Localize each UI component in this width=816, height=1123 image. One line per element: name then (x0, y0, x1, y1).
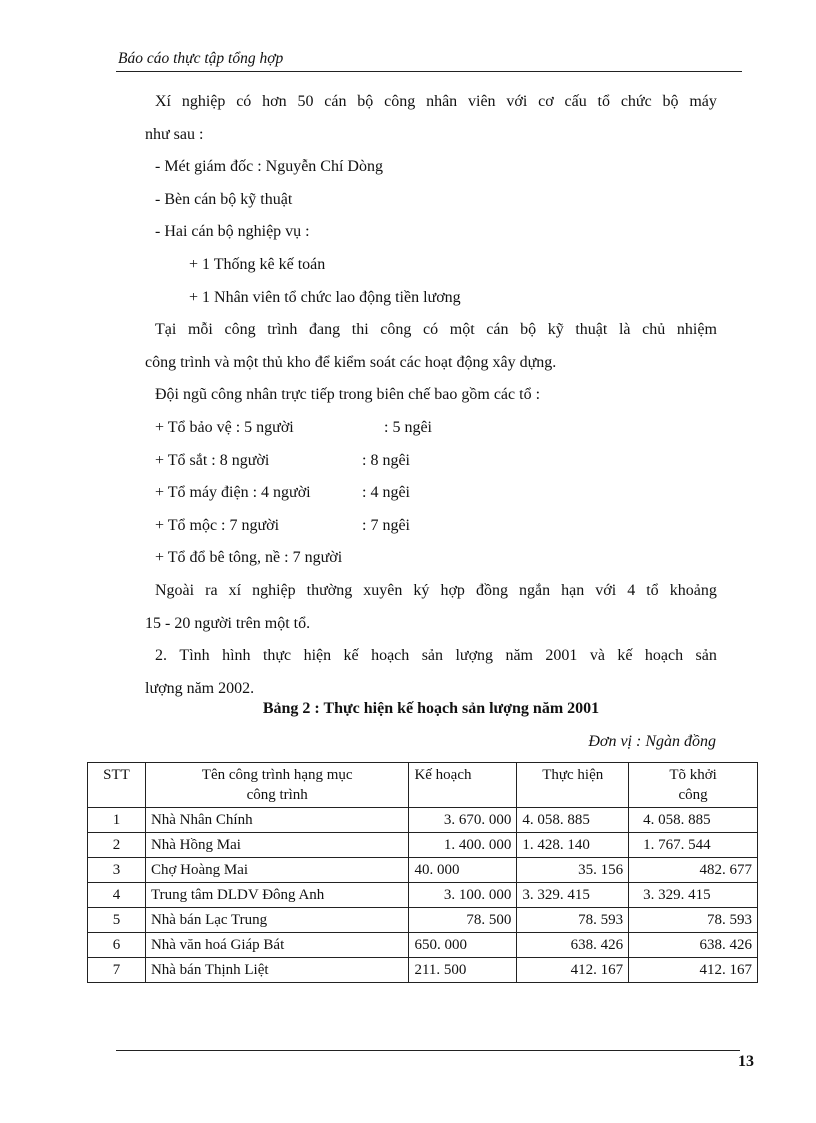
word: kỹ (547, 321, 564, 339)
word: hiện (303, 647, 332, 665)
word: công (384, 93, 416, 110)
cell-name: Trung tâm DLDV Đông Anh (145, 883, 409, 908)
team-count: : 8 ngêi (362, 451, 410, 469)
sub-item-accounting: + 1 Thống kê kế toán (189, 255, 326, 273)
col-header-plan: Kế hoạch (409, 763, 517, 808)
word: tổ (646, 581, 659, 599)
cell-start: 638. 426 (629, 933, 758, 958)
table-caption: Bảng 2 : Thực hiện kế hoạch sản lượng năm 2001 (262, 700, 600, 717)
table-row (88, 833, 758, 858)
para2-line1 (145, 314, 717, 347)
word: chủ (642, 321, 666, 339)
col-header-stt: STT (88, 763, 146, 808)
cell-stt: 6 (88, 933, 146, 958)
para3: Đội ngũ công nhân trực tiếp trong biên chế bao gồm các tổ : (155, 386, 541, 404)
col-header-name (145, 763, 409, 808)
cell-name: Nhà bán Thịnh Liệt (145, 958, 409, 983)
cell-start: 412. 167 (629, 958, 758, 983)
cell-plan: 211. 500 (409, 958, 517, 983)
header-rule (116, 71, 742, 72)
word: hơn (262, 93, 287, 110)
cell-stt: 5 (88, 908, 146, 933)
word: nghiệp (252, 581, 296, 599)
word: Tại (155, 321, 177, 339)
table-row (88, 808, 758, 833)
word: cán (324, 93, 347, 110)
word: hạn (561, 581, 585, 599)
word: cán (486, 321, 509, 339)
col-header-start-line2: công (678, 787, 708, 803)
word: thực (262, 647, 292, 665)
word: là (618, 321, 631, 339)
word: có (236, 93, 252, 110)
word: với (506, 93, 528, 110)
word: máy (689, 93, 717, 110)
table-row (88, 858, 758, 883)
cell-actual: 78. 593 (517, 908, 629, 933)
word: tổ (597, 93, 610, 110)
table-row (88, 908, 758, 933)
word: năm (505, 647, 533, 665)
cell-start: 4. 058. 885 (629, 808, 758, 833)
cell-start: 1. 767. 544 (629, 833, 758, 858)
word: nhân (426, 93, 458, 110)
team-name: + Tổ mộc : 7 người (155, 516, 280, 534)
word: công (380, 321, 412, 339)
cell-plan: 650. 000 (409, 933, 517, 958)
staff-item: - Hai cán bộ nghiệp vụ : (155, 223, 310, 241)
word: kế (343, 647, 359, 665)
team-row (145, 477, 717, 510)
cell-name: Chợ Hoàng Mai (145, 858, 409, 883)
production-table (87, 762, 758, 983)
para5-line1 (145, 640, 717, 673)
word: xuyên (363, 581, 403, 599)
word: hoạch (371, 647, 410, 665)
cell-stt: 1 (88, 808, 146, 833)
cell-actual: 1. 428. 140 (517, 833, 629, 858)
word: Tình (179, 647, 210, 665)
word: 50 (297, 93, 314, 110)
word: Xí (155, 93, 171, 110)
word: cấu (564, 93, 587, 110)
table-row (88, 883, 758, 908)
cell-stt: 3 (88, 858, 146, 883)
team-row (145, 412, 717, 445)
word: thi (351, 321, 369, 339)
cell-stt: 7 (88, 958, 146, 983)
col-header-name-line2: công trình (246, 787, 308, 803)
team-count: : 4 ngêi (362, 484, 410, 502)
team-row (145, 445, 717, 478)
word: sản (421, 647, 444, 665)
cell-stt: 4 (88, 883, 146, 908)
para2-line2: công trình và một thủ kho để kiểm soát các hoạt động xây dựng. (145, 353, 557, 371)
cell-plan: 40. 000 (409, 858, 517, 883)
para4-line1 (145, 575, 717, 608)
word: ký (413, 581, 430, 599)
footer-rule (116, 1050, 740, 1051)
word: kế (617, 647, 633, 665)
body-text (145, 86, 717, 705)
cell-plan: 3. 100. 000 (409, 883, 517, 908)
word: hợp (440, 581, 465, 599)
para4-line2: 15 - 20 người trên một tổ. (145, 614, 311, 632)
table-unit: Đơn vị : Ngàn đồng (588, 733, 716, 750)
word: đang (309, 321, 341, 339)
word: viên (468, 93, 496, 110)
word: nghiệp (181, 93, 226, 110)
col-header-name-line1: Tên công trình hạng mục (201, 767, 353, 783)
word: 4 (627, 581, 636, 599)
word: công (224, 321, 256, 339)
word: bộ (520, 321, 537, 339)
word: chức (620, 93, 652, 110)
team-count: : 7 ngêi (362, 516, 410, 534)
word: khoảng (669, 581, 717, 599)
word: hoạch (644, 647, 684, 665)
word: 2. (155, 647, 167, 665)
word: lượng (455, 647, 494, 665)
word: bộ (357, 93, 374, 110)
team-row (145, 510, 717, 543)
col-header-actual: Thực hiện (517, 763, 629, 808)
word: ngắn (518, 581, 551, 599)
word: có (423, 321, 439, 339)
table-header-row (88, 763, 758, 808)
cell-plan: 3. 670. 000 (409, 808, 517, 833)
word: cơ (538, 93, 554, 110)
word: hình (222, 647, 251, 665)
team-name: + Tổ máy điện : 4 người (155, 484, 311, 502)
cell-name: Nhà Hồng Mai (145, 833, 409, 858)
word: thường (306, 581, 353, 599)
page-number: 13 (738, 1053, 754, 1070)
cell-actual: 4. 058. 885 (517, 808, 629, 833)
word: xí (228, 581, 242, 599)
cell-name: Nhà văn hoá Giáp Bát (145, 933, 409, 958)
col-header-start (629, 763, 758, 808)
cell-actual: 3. 329. 415 (517, 883, 629, 908)
word: thuật (575, 321, 608, 339)
cell-start: 482. 677 (629, 858, 758, 883)
sub-item-hr: + 1 Nhân viên tổ chức lao động tiền lương (189, 288, 461, 306)
word: trình (267, 321, 298, 339)
word: Ngoài (155, 581, 195, 599)
team-count: : 5 ngêi (384, 418, 432, 436)
para1-line2: như sau : (145, 125, 204, 143)
para1-line1 (145, 86, 717, 119)
team-row (145, 542, 717, 575)
word: nhiệm (676, 321, 717, 339)
director-item: - Mét giám đốc : Nguyễn Chí Dòng (155, 158, 383, 176)
team-name: + Tổ đổ bê tông, nề : 7 người (155, 549, 343, 567)
word: với (595, 581, 617, 599)
cell-stt: 2 (88, 833, 146, 858)
word: sản (695, 647, 717, 665)
team-name: + Tổ sắt : 8 người (155, 451, 270, 469)
word: một (449, 321, 475, 339)
table-row (88, 933, 758, 958)
cell-start: 3. 329. 415 (629, 883, 758, 908)
cell-name: Nhà bán Lạc Trung (145, 908, 409, 933)
cell-plan: 78. 500 (409, 908, 517, 933)
cell-name: Nhà Nhân Chính (145, 808, 409, 833)
running-header: Báo cáo thực tập tổng hợp (118, 50, 284, 67)
tech-item: - Bèn cán bộ kỹ thuật (155, 190, 293, 208)
cell-actual: 412. 167 (517, 958, 629, 983)
para5-line2: lượng năm 2002. (145, 679, 255, 697)
word: bộ (662, 93, 679, 110)
word: và (589, 647, 605, 665)
cell-actual: 638. 426 (517, 933, 629, 958)
col-header-start-line1: Tõ khởi (669, 767, 717, 783)
word: đồng (475, 581, 508, 599)
cell-actual: 35. 156 (517, 858, 629, 883)
team-name: + Tổ bảo vệ : 5 người (155, 418, 294, 436)
word: 2001 (545, 647, 578, 665)
cell-start: 78. 593 (629, 908, 758, 933)
word: ra (205, 581, 218, 599)
table-row (88, 958, 758, 983)
word: mỗi (187, 321, 213, 339)
cell-plan: 1. 400. 000 (409, 833, 517, 858)
